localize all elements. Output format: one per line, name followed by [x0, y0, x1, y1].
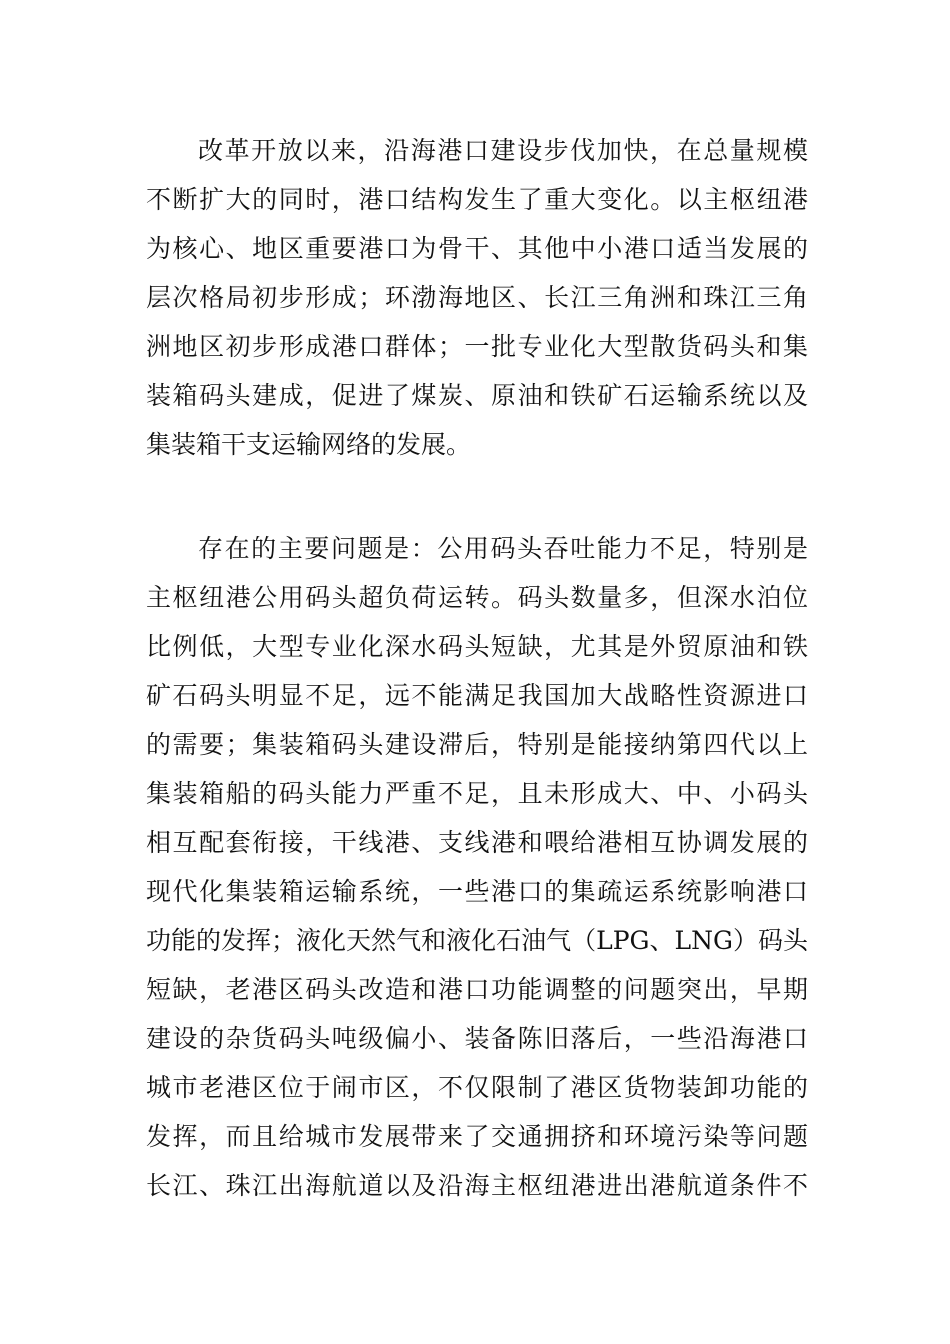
text-line: 城市老港区位于闹市区，不仅限制了港区货物装卸功能的 [146, 1073, 808, 1102]
text-line: 集装箱干支运输网络的发展。 [146, 430, 472, 459]
text-line: 改革开放以来，沿海港口建设步伐加快，在总量规模 [198, 136, 808, 165]
text-line: 集装箱船的码头能力严重不足，且未形成大、中、小码头 [146, 779, 808, 808]
text-line: 相互配套衔接，干线港、支线港和喂给港相互协调发展的 [146, 828, 808, 857]
text-line: 主枢纽港公用码头超负荷运转。码头数量多，但深水泊位 [146, 583, 808, 612]
text-line: 现代化集装箱运输系统，一些港口的集疏运系统影响港口 [146, 877, 808, 906]
paragraph-port-development [146, 126, 808, 469]
text-line: 建设的杂货码头吨级偏小、装备陈旧落后，一些沿海港口 [146, 1024, 808, 1053]
text-line: 存在的主要问题是：公用码头吞吐能力不足，特别是 [198, 534, 808, 563]
text-line: 比例低，大型专业化深水码头短缺，尤其是外贸原油和铁 [146, 632, 808, 661]
text-line: 层次格局初步形成；环渤海地区、长江三角洲和珠江三角 [146, 283, 808, 312]
paragraph-main-problems [146, 524, 808, 1210]
text-line: 洲地区初步形成港口群体；一批专业化大型散货码头和集 [146, 332, 808, 361]
text-line: 为核心、地区重要港口为骨干、其他中小港口适当发展的 [146, 234, 808, 263]
text-line: 短缺，老港区码头改造和港口功能调整的问题突出，早期 [146, 975, 808, 1004]
text-line: 功能的发挥；液化天然气和液化石油气（LPG、LNG）码头 [146, 926, 808, 955]
text-line: 不断扩大的同时，港口结构发生了重大变化。以主枢纽港 [146, 185, 808, 214]
text-line: 矿石码头明显不足，远不能满足我国加大战略性资源进口 [146, 681, 808, 710]
text-line: 长江、珠江出海航道以及沿海主枢纽港进出港航道条件不 [146, 1171, 808, 1200]
text-line: 发挥，而且给城市发展带来了交通拥挤和环境污染等问题 [146, 1122, 808, 1151]
text-line: 装箱码头建成，促进了煤炭、原油和铁矿石运输系统以及 [146, 381, 808, 410]
text-line: 的需要；集装箱码头建设滞后，特别是能接纳第四代以上 [146, 730, 808, 759]
